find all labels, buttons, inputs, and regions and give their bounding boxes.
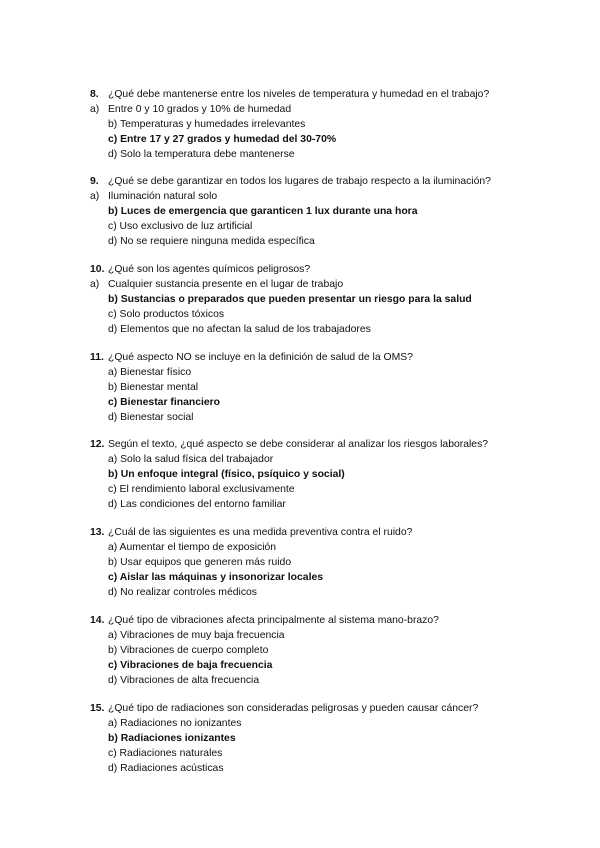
option-b-correct: b) Radiaciones ionizantes: [108, 733, 236, 744]
question-9: [90, 174, 560, 249]
question-line: [90, 87, 560, 102]
option-b-correct: b) Un enfoque integral (físico, psíquico y social): [108, 469, 345, 480]
question-number: 13.: [90, 527, 105, 538]
question-line: [90, 262, 560, 277]
option-a: a) Cualquier sustancia presente en el lugar de trabajo: [90, 279, 344, 290]
option-prefix: a): [90, 104, 100, 115]
option-b: b) Bienestar mental: [108, 382, 199, 393]
option-a: a) Radiaciones no ionizantes: [108, 718, 242, 729]
option-prefix: a): [90, 191, 100, 202]
question-12: [90, 437, 560, 512]
option-b-correct: b) Luces de emergencia que garanticen 1 lux durante una hora: [108, 206, 418, 217]
option-c: c) Radiaciones naturales: [108, 748, 223, 759]
option-c-correct: c) Aislar las máquinas y insonorizar locales: [108, 572, 324, 583]
option-b: b) Temperaturas y humedades irrelevantes: [108, 119, 306, 130]
option-c: c) El rendimiento laboral exclusivamente: [108, 484, 295, 495]
question-line: [90, 701, 560, 716]
option-a: a) Vibraciones de muy baja frecuencia: [108, 630, 285, 641]
question-number: 10.: [90, 264, 105, 275]
question-text: Según el texto, ¿qué aspecto se debe considerar al analizar los riesgos laborales?: [108, 439, 489, 450]
question-line: [90, 174, 560, 189]
question-text: ¿Qué debe mantenerse entre los niveles de temperatura y humedad en el trabajo?: [108, 89, 490, 100]
question-15: [90, 701, 560, 776]
question-number: 8.: [90, 89, 99, 100]
question-8: [90, 87, 560, 162]
question-number: 12.: [90, 439, 105, 450]
option-c: c) Solo productos tóxicos: [108, 309, 225, 320]
option-d: d) Solo la temperatura debe mantenerse: [108, 149, 295, 160]
option-c-correct: c) Bienestar financiero: [108, 397, 221, 408]
question-line: [90, 613, 560, 628]
option-a: a) Aumentar el tiempo de exposición: [108, 542, 277, 553]
option-d: d) Radiaciones acústicas: [108, 763, 224, 774]
option-a: a) Entre 0 y 10 grados y 10% de humedad: [90, 104, 292, 115]
option-d: d) Bienestar social: [108, 412, 194, 423]
option-a: a) Bienestar físico: [108, 367, 192, 378]
question-text: ¿Qué tipo de vibraciones afecta principalmente al sistema mano-brazo?: [108, 615, 439, 626]
question-text: ¿Qué tipo de radiaciones son consideradas peligrosas y pueden causar cáncer?: [108, 703, 479, 714]
question-text: ¿Qué se debe garantizar en todos los lugares de trabajo respecto a la iluminación?: [108, 176, 491, 187]
question-number: 14.: [90, 615, 105, 626]
question-14: [90, 613, 560, 688]
option-a: a) Iluminación natural solo: [90, 191, 218, 202]
question-11: [90, 350, 560, 425]
option-b-correct: b) Sustancias o preparados que pueden presentar un riesgo para la salud: [108, 294, 472, 305]
question-number: 11.: [90, 352, 104, 363]
question-13: [90, 525, 560, 600]
option-d: d) No realizar controles médicos: [108, 587, 257, 598]
question-line: [90, 437, 560, 452]
option-d: d) Vibraciones de alta frecuencia: [108, 675, 260, 686]
question-10: [90, 262, 560, 337]
option-a: a) Solo la salud física del trabajador: [108, 454, 274, 465]
option-d: d) No se requiere ninguna medida específica: [108, 236, 315, 247]
question-text: ¿Qué son los agentes químicos peligrosos?: [108, 264, 311, 275]
option-b: b) Vibraciones de cuerpo completo: [108, 645, 269, 656]
option-c-correct: c) Entre 17 y 27 grados y humedad del 30-70%: [108, 134, 337, 145]
option-prefix: a): [90, 279, 100, 290]
question-text: ¿Qué aspecto NO se incluye en la definición de salud de la OMS?: [108, 352, 413, 363]
option-c-correct: c) Vibraciones de baja frecuencia: [108, 660, 273, 671]
option-d: d) Las condiciones del entorno familiar: [108, 499, 286, 510]
option-d: d) Elementos que no afectan la salud de los trabajadores: [108, 324, 371, 335]
question-line: [90, 525, 560, 540]
option-b: b) Usar equipos que generen más ruido: [108, 557, 292, 568]
question-text: ¿Cuál de las siguientes es una medida preventiva contra el ruido?: [108, 527, 413, 538]
question-line: [90, 350, 560, 365]
question-number: 9.: [90, 176, 99, 187]
question-number: 15.: [90, 703, 105, 714]
option-c: c) Uso exclusivo de luz artificial: [108, 221, 253, 232]
